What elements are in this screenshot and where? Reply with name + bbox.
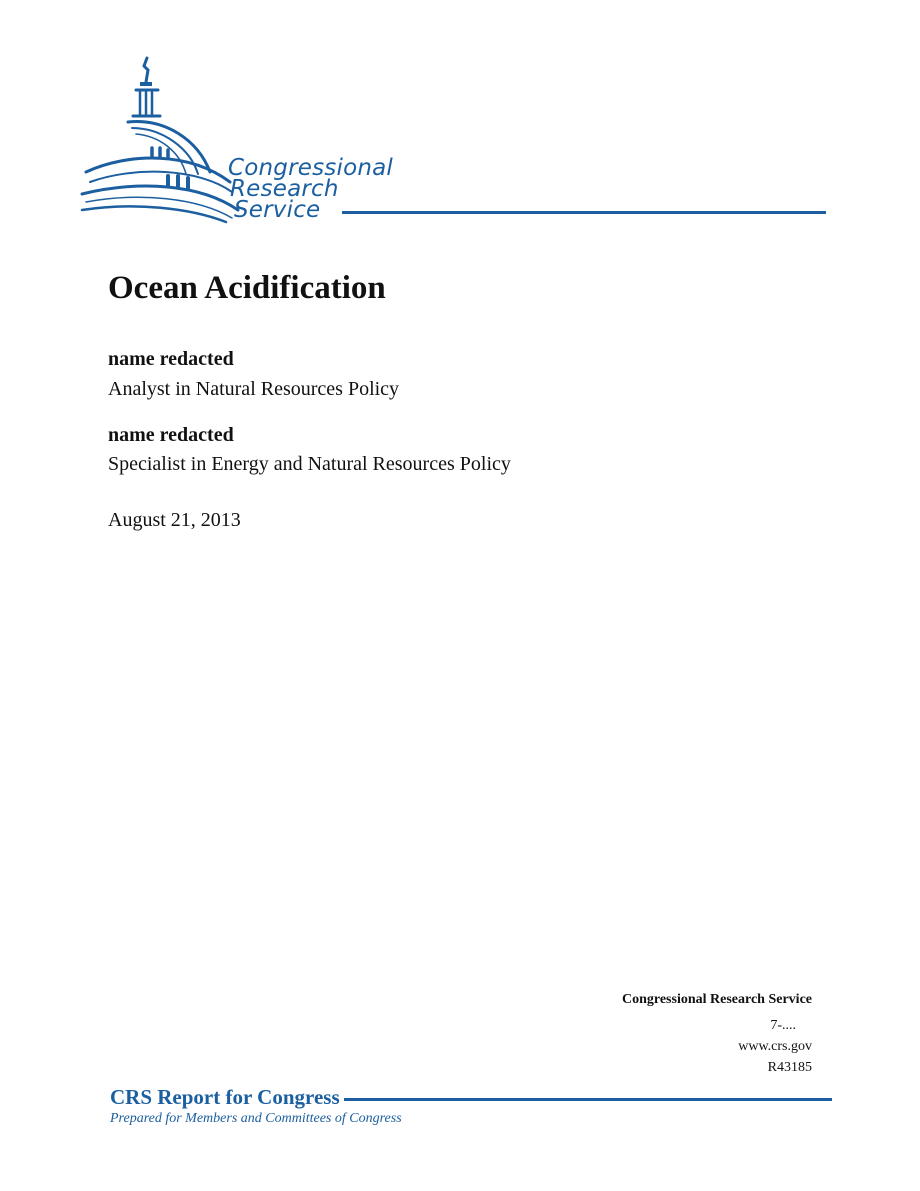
- footer-title: CRS Report for Congress: [110, 1084, 344, 1110]
- report-title: Ocean Acidification: [108, 270, 386, 306]
- crs-logo: [80, 52, 832, 227]
- author-name: name redacted: [108, 348, 234, 370]
- report-reference: [512, 990, 812, 1078]
- logo-text-congressional: Congressional: [228, 155, 394, 181]
- reference-code: 7-....: [770, 1018, 796, 1033]
- reference-organization: Congressional Research Service: [621, 992, 812, 1007]
- report-date: August 21, 2013: [108, 509, 241, 531]
- logo-text-research: Research: [230, 176, 339, 202]
- author-name: name redacted: [108, 424, 234, 446]
- capitol-dome-icon: [80, 52, 832, 227]
- footer-subtitle: Prepared for Members and Committees of Congress: [110, 1111, 402, 1126]
- reference-report-number: R43185: [767, 1060, 812, 1075]
- reference-website: www.crs.gov: [738, 1039, 812, 1054]
- author-role: Specialist in Energy and Natural Resources Policy: [108, 453, 511, 475]
- author-role: Analyst in Natural Resources Policy: [108, 378, 400, 400]
- logo-text-service: Service: [234, 197, 321, 223]
